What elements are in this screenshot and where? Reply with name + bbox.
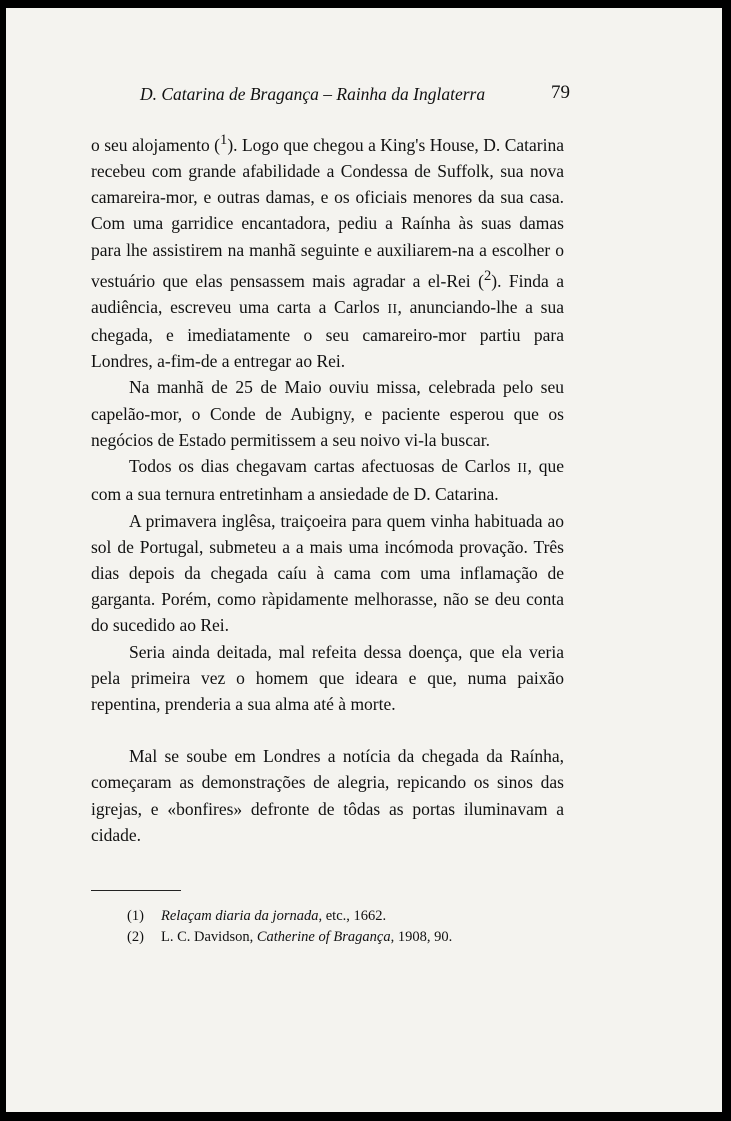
body-text [91,127,564,848]
paragraph-3-text-a: Todos os dias chegavam cartas afectuosas de Carlos [129,456,518,477]
page-number: 79 [551,82,570,103]
footnote-title: Relaçam diaria da jornada [161,908,319,924]
paragraph-1-text-d: , anunciando-lhe a sua chegada, e imediatamente o seu camareiro-mor partiu para Londres, a-fim-de a entregar ao Rei. [91,296,564,372]
paragraph-6: Mal se soube em Londres a notícia da chegada da Raínha, começaram as demonstrações de alegria, repicando os sinos das igrejas, e «bonfires» defronte de tôdas as portas iluminavam a cidade. [91,746,564,845]
footnote-ref-2: 2 [483,267,492,284]
paragraph-3 [91,453,564,507]
running-title: D. Catarina de Bragança – Rainha da Inglaterra [140,84,486,104]
regnal-numeral: II [387,300,398,316]
paragraph-1 [91,127,564,374]
page-header [140,84,570,110]
footnote-detail: , etc., 1662. [318,908,387,924]
footnote-title: Catherine of Bragança [256,929,391,945]
paragraph-2: Na manhã de 25 de Maio ouviu missa, celebrada pelo seu capelão-mor, o Conde de Aubigny, e paciente esperou que os negócios de Estado permitissem a seu noivo vi-la buscar. [91,377,564,450]
footnote-author: L. C. Davidson, [161,929,257,945]
paragraph-3-text-b: , que com a sua ternura entretinham a ansiedade de D. Catarina. [91,456,564,505]
footnote-detail: , 1908, 90. [390,929,453,945]
paragraph-1-text-c: ). Finda a audiência, escreveu uma carta a Carlos [91,270,564,317]
paragraph-4: A primavera inglêsa, traiçoeira para quem vinha habituada ao sol de Portugal, submeteu a a mais uma incómoda provação. Três dias depois da chegada caíu à cama com uma inflamação de garganta. Porém, como ràpidamente melhorasse, não se deu conta do sucedido ao Rei. [91,510,564,636]
footnote-ref-1: 1 [220,132,228,148]
paragraph-1-text-b: ). Logo que chegou a King's House, D. Catarina recebeu com grande afabilidade a Condessa de Suffolk, sua nova camareira-mor, e outras damas, e os oficiais menores da sua casa. Com uma garridice encantadora, pediu a Raínha às suas damas para lhe assistirem na manhã seguinte e auxiliarem-na a escolher o vestuário que elas pensassem mais agradar a el-Rei ( [91,134,564,291]
footnote-2 [127,927,557,948]
footnotes [127,906,557,948]
footnote-mark: (2) [127,929,144,945]
paragraph-1-text-a: o seu alojamento ( [91,134,221,155]
regnal-numeral: II [517,460,528,476]
footnote-1 [127,906,557,927]
footnote-separator [91,890,181,891]
paragraph-5: Seria ainda deitada, mal refeita dessa doença, que ela veria pela primeira vez o homem que ideara e que, numa paixão repentina, prenderia a sua alma até à morte. [91,641,564,714]
footnote-mark: (1) [127,908,144,924]
